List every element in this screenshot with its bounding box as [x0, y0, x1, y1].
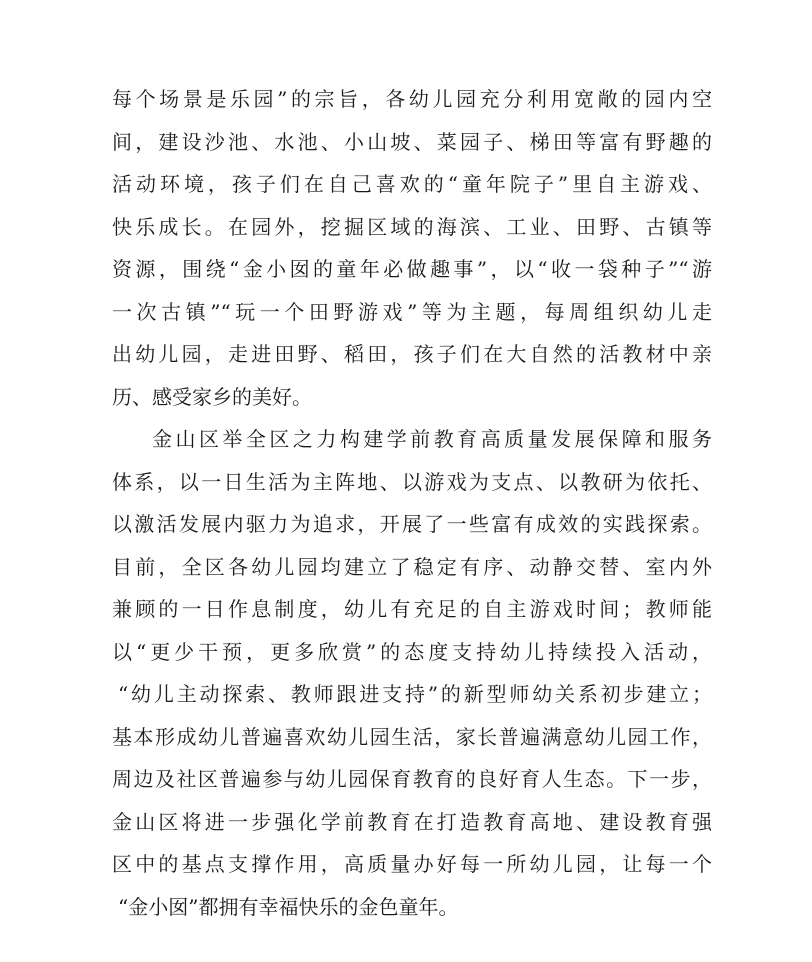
paragraph-1	[112, 78, 712, 418]
text-line: 以“更少干预，更多欣赏”的态度支持幼儿持续投入活动，	[112, 639, 712, 664]
text-line: 基本形成幼儿普遍喜欢幼儿园生活，家长普遍满意幼儿园工作，	[112, 724, 712, 749]
text-line: 兼顾的一日作息制度，幼儿有充足的自主游戏时间；教师能	[112, 597, 712, 621]
text-line: 快乐成长。在园外，挖掘区域的海滨、工业、田野、古镇等	[112, 214, 712, 239]
article-body	[112, 78, 712, 928]
text-line: “金小囡”都拥有幸福快乐的金色童年。	[118, 894, 459, 919]
text-line: 金山区举全区之力构建学前教育高质量发展保障和服务	[152, 427, 712, 451]
text-line: 目前，全区各幼儿园均建立了稳定有序、动静交替、室内外	[112, 554, 712, 579]
text-line: 周边及社区普遍参与幼儿园保育教育的良好育人生态。下一步，	[112, 767, 712, 791]
text-line: 金山区将进一步强化学前教育在打造教育高地、建设教育强	[112, 809, 712, 834]
text-line: 出幼儿园，走进田野、稻田，孩子们在大自然的活教材中亲	[112, 342, 712, 366]
text-line: 体系，以一日生活为主阵地、以游戏为支点、以教研为依托、	[112, 469, 712, 494]
text-line: 一次古镇”“玩一个田野游戏”等为主题，每周组织幼儿走	[112, 299, 712, 324]
paragraph-2	[112, 418, 712, 928]
text-line: 活动环境，孩子们在自己喜欢的“童年院子”里自主游戏、	[112, 172, 712, 196]
text-line: 以激活发展内驱力为追求，开展了一些富有成效的实践探索。	[112, 512, 712, 536]
text-line: 每个场景是乐园”的宗旨，各幼儿园充分利用宽敞的园内空	[112, 87, 712, 111]
text-line: 区中的基点支撑作用，高质量办好每一所幼儿园，让每一个	[112, 852, 712, 876]
text-line: 间，建设沙池、水池、小山坡、菜园子、梯田等富有野趣的	[112, 129, 712, 154]
text-line: “幼儿主动探索、教师跟进支持”的新型师幼关系初步建立；	[118, 682, 712, 706]
text-line: 资源，围绕“金小囡的童年必做趣事”，以“收一袋种子”“游	[112, 257, 712, 281]
text-line: 历、感受家乡的美好。	[112, 384, 312, 409]
